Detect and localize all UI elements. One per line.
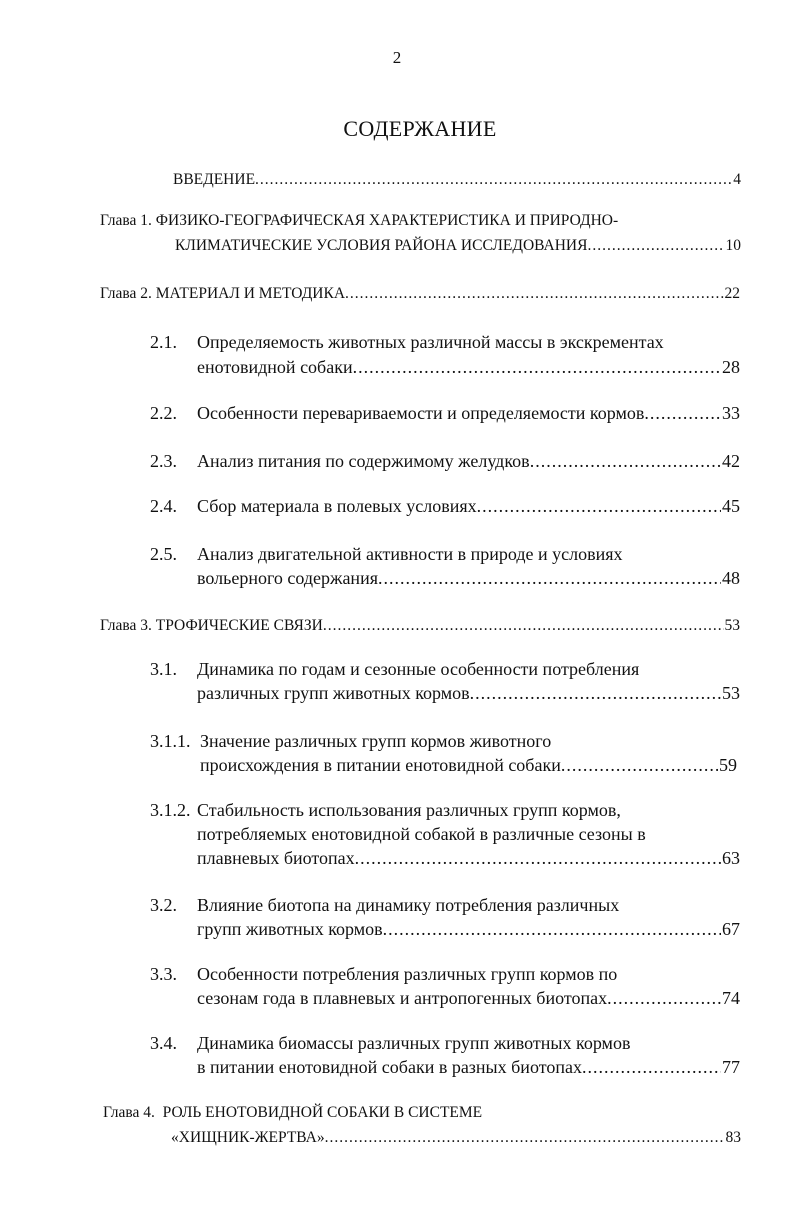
toc-page-number: 33 — [722, 403, 740, 423]
leader-dots — [644, 401, 721, 425]
toc-entry-section-3-1-1-line-2[interactable] — [200, 753, 737, 777]
section-number: 2.1. — [150, 332, 177, 352]
leader-dots — [353, 355, 721, 379]
toc-entry-chapter-1-line-2[interactable] — [175, 234, 741, 258]
leader-dots — [530, 449, 721, 473]
toc-entry-title: Стабильность использования различных групп кормов, — [197, 800, 621, 820]
toc-page-number: 53 — [724, 617, 740, 634]
toc-entry-section-3-1-2-line-2[interactable] — [197, 822, 740, 846]
toc-entry-section-3-1-2-line-3[interactable] — [197, 846, 740, 870]
toc-page-number: 53 — [722, 683, 740, 703]
toc-entry-chapter-2[interactable] — [100, 282, 740, 306]
toc-entry-section-2-1-line-1[interactable] — [197, 330, 740, 354]
toc-page-number: 59 — [719, 755, 737, 775]
toc-page-number: 48 — [722, 568, 740, 588]
toc-page-number: 67 — [722, 919, 740, 939]
toc-entry-section-3-2-line-1[interactable] — [197, 893, 740, 917]
page-title: СОДЕРЖАНИЕ — [343, 116, 497, 141]
section-number: 3.1. — [150, 659, 177, 679]
toc-entry-title: вольерного содержания — [197, 568, 378, 588]
toc-entry-section-2-1-line-2[interactable] — [197, 355, 740, 379]
toc-entry-title: Глава 3. ТРОФИЧЕСКИЕ СВЯЗИ — [100, 617, 323, 634]
toc-entry-title: потребляемых енотовидной собакой в различные сезоны в — [197, 824, 646, 844]
toc-entry-section-3-3-line-1[interactable] — [197, 962, 740, 986]
toc-entry-title: Динамика по годам и сезонные особенности потребления — [197, 659, 640, 679]
section-number: 3.1.1. — [150, 731, 191, 751]
toc-entry-title: Сбор материала в полевых условиях — [197, 496, 477, 516]
toc-entry-chapter-4-line-1[interactable] — [103, 1101, 740, 1125]
leader-dots — [582, 1055, 721, 1079]
toc-page-number: 63 — [722, 848, 740, 868]
toc-entry-section-3-1-2-line-1[interactable] — [197, 798, 740, 822]
leader-dots — [345, 282, 723, 306]
toc-entry-title: Анализ двигательной активности в природе и условиях — [197, 544, 623, 564]
toc-entry-section-3-4-line-2[interactable] — [197, 1055, 740, 1079]
toc-entry-section-3-1-line-1[interactable] — [197, 657, 740, 681]
toc-entry-introduction[interactable] — [173, 168, 741, 192]
toc-entry-title: Определяемость животных различной массы в экскрементах — [197, 332, 664, 352]
toc-entry-chapter-4-line-2[interactable] — [171, 1126, 741, 1150]
toc-page-number: 77 — [722, 1057, 740, 1077]
toc-entry-section-3-2-line-2[interactable] — [197, 917, 740, 941]
toc-entry-title: Глава 4. РОЛЬ ЕНОТОВИДНОЙ СОБАКИ В СИСТЕМЕ — [103, 1104, 483, 1121]
toc-entry-section-2-3[interactable] — [197, 449, 740, 473]
toc-page-number: 45 — [722, 496, 740, 516]
section-number: 2.3. — [150, 451, 177, 471]
toc-entry-chapter-3[interactable] — [100, 614, 740, 638]
section-number: 3.3. — [150, 964, 177, 984]
toc-page-number: 4 — [733, 171, 741, 188]
toc-entry-title: различных групп животных кормов — [197, 683, 470, 703]
toc-entry-title: енотовидной собаки — [197, 357, 353, 377]
toc-entry-title: Анализ питания по содержимому желудков — [197, 451, 530, 471]
toc-page-number: 42 — [722, 451, 740, 471]
toc-entry-title: в питании енотовидной собаки в разных биотопах — [197, 1057, 582, 1077]
toc-entry-title: КЛИМАТИЧЕСКИЕ УСЛОВИЯ РАЙОНА ИССЛЕДОВАНИЯ — [175, 237, 588, 254]
section-number: 2.5. — [150, 544, 177, 564]
toc-entry-title: сезонам года в плавневых и антропогенных биотопах — [197, 988, 608, 1008]
leader-dots — [383, 917, 721, 941]
toc-entry-chapter-1-line-1[interactable] — [100, 209, 740, 233]
toc-entry-title: Глава 2. МАТЕРИАЛ И МЕТОДИКА — [100, 285, 346, 302]
toc-entry-section-3-1-1-line-1[interactable] — [200, 729, 740, 753]
leader-dots — [355, 846, 721, 870]
leader-dots — [561, 753, 718, 777]
toc-entry-title: плавневых биотопах — [197, 848, 355, 868]
leader-dots — [607, 986, 721, 1010]
toc-entry-title: происхождения в питании енотовидной собаки — [200, 755, 561, 775]
toc-entry-section-2-2[interactable] — [197, 401, 740, 425]
toc-entry-title: Глава 1. ФИЗИКО-ГЕОГРАФИЧЕСКАЯ ХАРАКТЕРИСТИКА И ПРИРОДНО- — [100, 212, 619, 229]
toc-entry-section-2-5-line-1[interactable] — [197, 542, 740, 566]
leader-dots — [378, 566, 721, 590]
section-number: 2.2. — [150, 403, 177, 423]
section-number: 3.1.2. — [150, 800, 191, 820]
leader-dots — [477, 494, 721, 518]
toc-page-number: 28 — [722, 357, 740, 377]
toc-entry-section-3-3-line-2[interactable] — [197, 986, 740, 1010]
toc-page-number: 83 — [725, 1129, 741, 1146]
toc-page-number: 22 — [724, 285, 740, 302]
section-number: 2.4. — [150, 496, 177, 516]
toc-page-number: 10 — [725, 237, 741, 254]
toc-entry-title: Значение различных групп кормов животного — [200, 731, 552, 751]
toc-entry-title: групп животных кормов — [197, 919, 383, 939]
toc-entry-title: Особенности потребления различных групп кормов по — [197, 964, 618, 984]
section-number: 3.4. — [150, 1033, 177, 1053]
leader-dots — [587, 234, 724, 258]
toc-entry-section-2-4[interactable] — [197, 494, 740, 518]
leader-dots — [255, 168, 732, 192]
toc-entry-title: Влияние биотопа на динамику потребления различных — [197, 895, 620, 915]
toc-entry-section-3-1-line-2[interactable] — [197, 681, 740, 705]
leader-dots — [325, 1126, 725, 1150]
toc-entry-title: Особенности перевариваемости и определяемости кормов — [197, 403, 645, 423]
toc-page-number: 74 — [722, 988, 740, 1008]
leader-dots — [323, 614, 724, 638]
toc-entry-section-3-4-line-1[interactable] — [197, 1031, 740, 1055]
toc-entry-section-2-5-line-2[interactable] — [197, 566, 740, 590]
section-number: 3.2. — [150, 895, 177, 915]
leader-dots — [470, 681, 721, 705]
page-number: 2 — [392, 48, 402, 67]
toc-entry-title: «ХИЩНИК-ЖЕРТВА» — [171, 1129, 325, 1146]
toc-entry-title: ВВЕДЕНИЕ — [173, 171, 256, 188]
toc-entry-title: Динамика биомассы различных групп животных кормов — [197, 1033, 631, 1053]
